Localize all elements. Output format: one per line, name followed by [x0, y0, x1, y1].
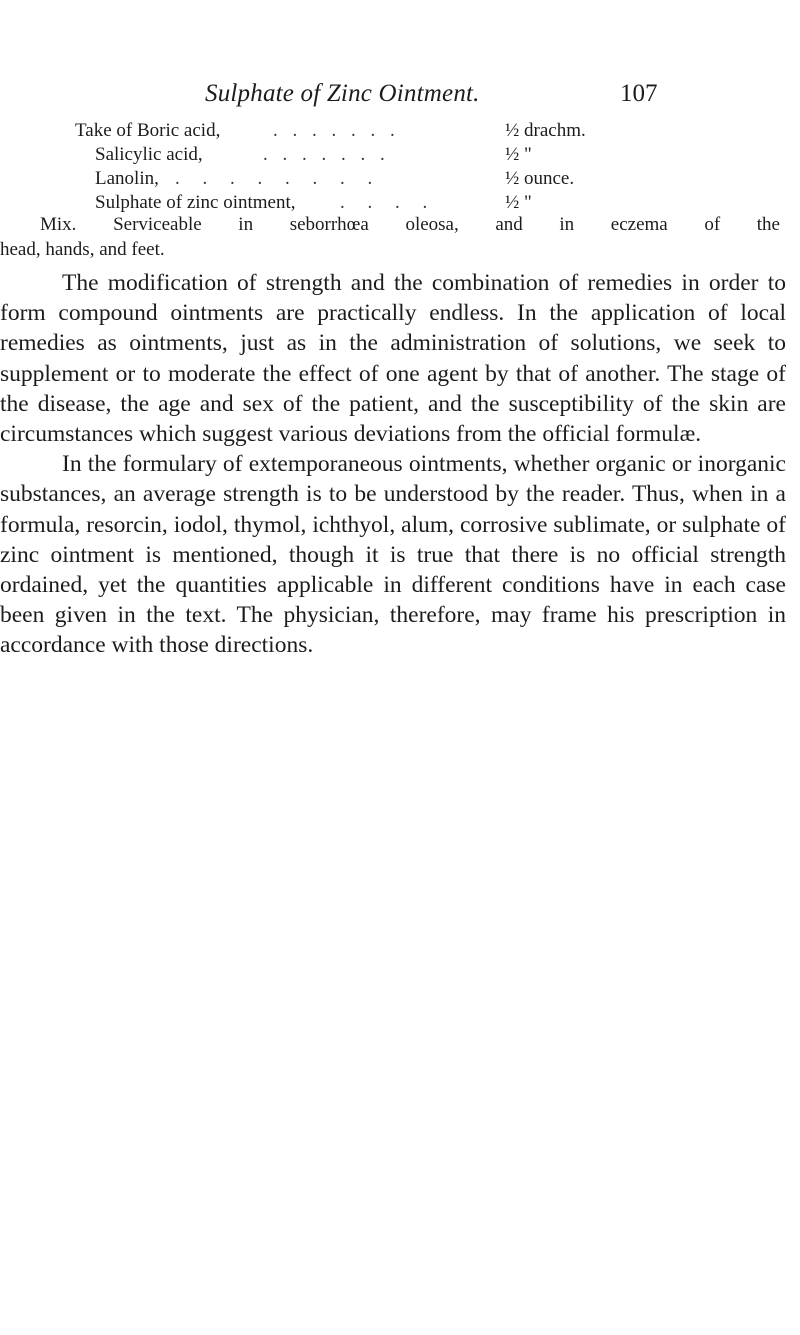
page-number: 107 — [620, 80, 658, 107]
leader-dots: . . . . . . . . — [175, 168, 382, 189]
ingredient-quantity: ½ drachm. — [505, 120, 586, 141]
running-title: Sulphate of Zinc Ointment. — [205, 80, 480, 107]
mix-text-continued: head, hands, and feet. — [0, 239, 165, 260]
mix-line — [40, 212, 780, 237]
ingredient-quantity: ½ " — [505, 192, 532, 213]
leader-dots: . . . . — [340, 192, 437, 213]
ingredient-name: Salicylic acid, — [95, 144, 203, 165]
ingredient-name: Take of Boric acid, — [75, 120, 221, 141]
ingredient-name: Lanolin, — [95, 168, 159, 189]
ingredient-quantity: ½ ounce. — [505, 168, 575, 189]
mix-text: Serviceable in seborrhœa oleosa, and in eczema of the — [113, 214, 780, 235]
body-text — [0, 268, 786, 661]
mix-directions — [0, 212, 780, 262]
paragraph: The modification of strength and the combination of remedies in order to form compound ointments are practically endless. In the application of local remedies as ointments, just as in the administration of solutions, we seek to supplement or to moderate the effect of one agent by that of another. The stage of the disease, the age and sex of the patient, and the susceptibility of the skin are circumstances which suggest various deviations from the official formulæ. — [0, 270, 786, 448]
leader-dots: . . . . . . . — [263, 144, 390, 165]
leader-dots: . . . . . . . — [273, 120, 400, 141]
ingredient-name: Sulphate of zinc ointment, — [95, 192, 296, 213]
paragraph: In the formulary of extemporaneous ointments, whether organic or inorganic substances, an average strength is to be understood by the reader. Thus, when in a formula, resorcin, iodol, thymol, ichthyol, alum, corrosive sublimate, or sulphate of zinc ointment is mentioned, though it is true that there is no official strength ordained, yet the quantities applicable in different conditions have in each case been given in the text. The physician, therefore, may frame his prescription in accordance with those directions. — [0, 451, 786, 659]
ingredient-quantity: ½ " — [505, 144, 532, 165]
running-head — [0, 80, 800, 116]
mix-label: Mix. — [40, 214, 77, 235]
